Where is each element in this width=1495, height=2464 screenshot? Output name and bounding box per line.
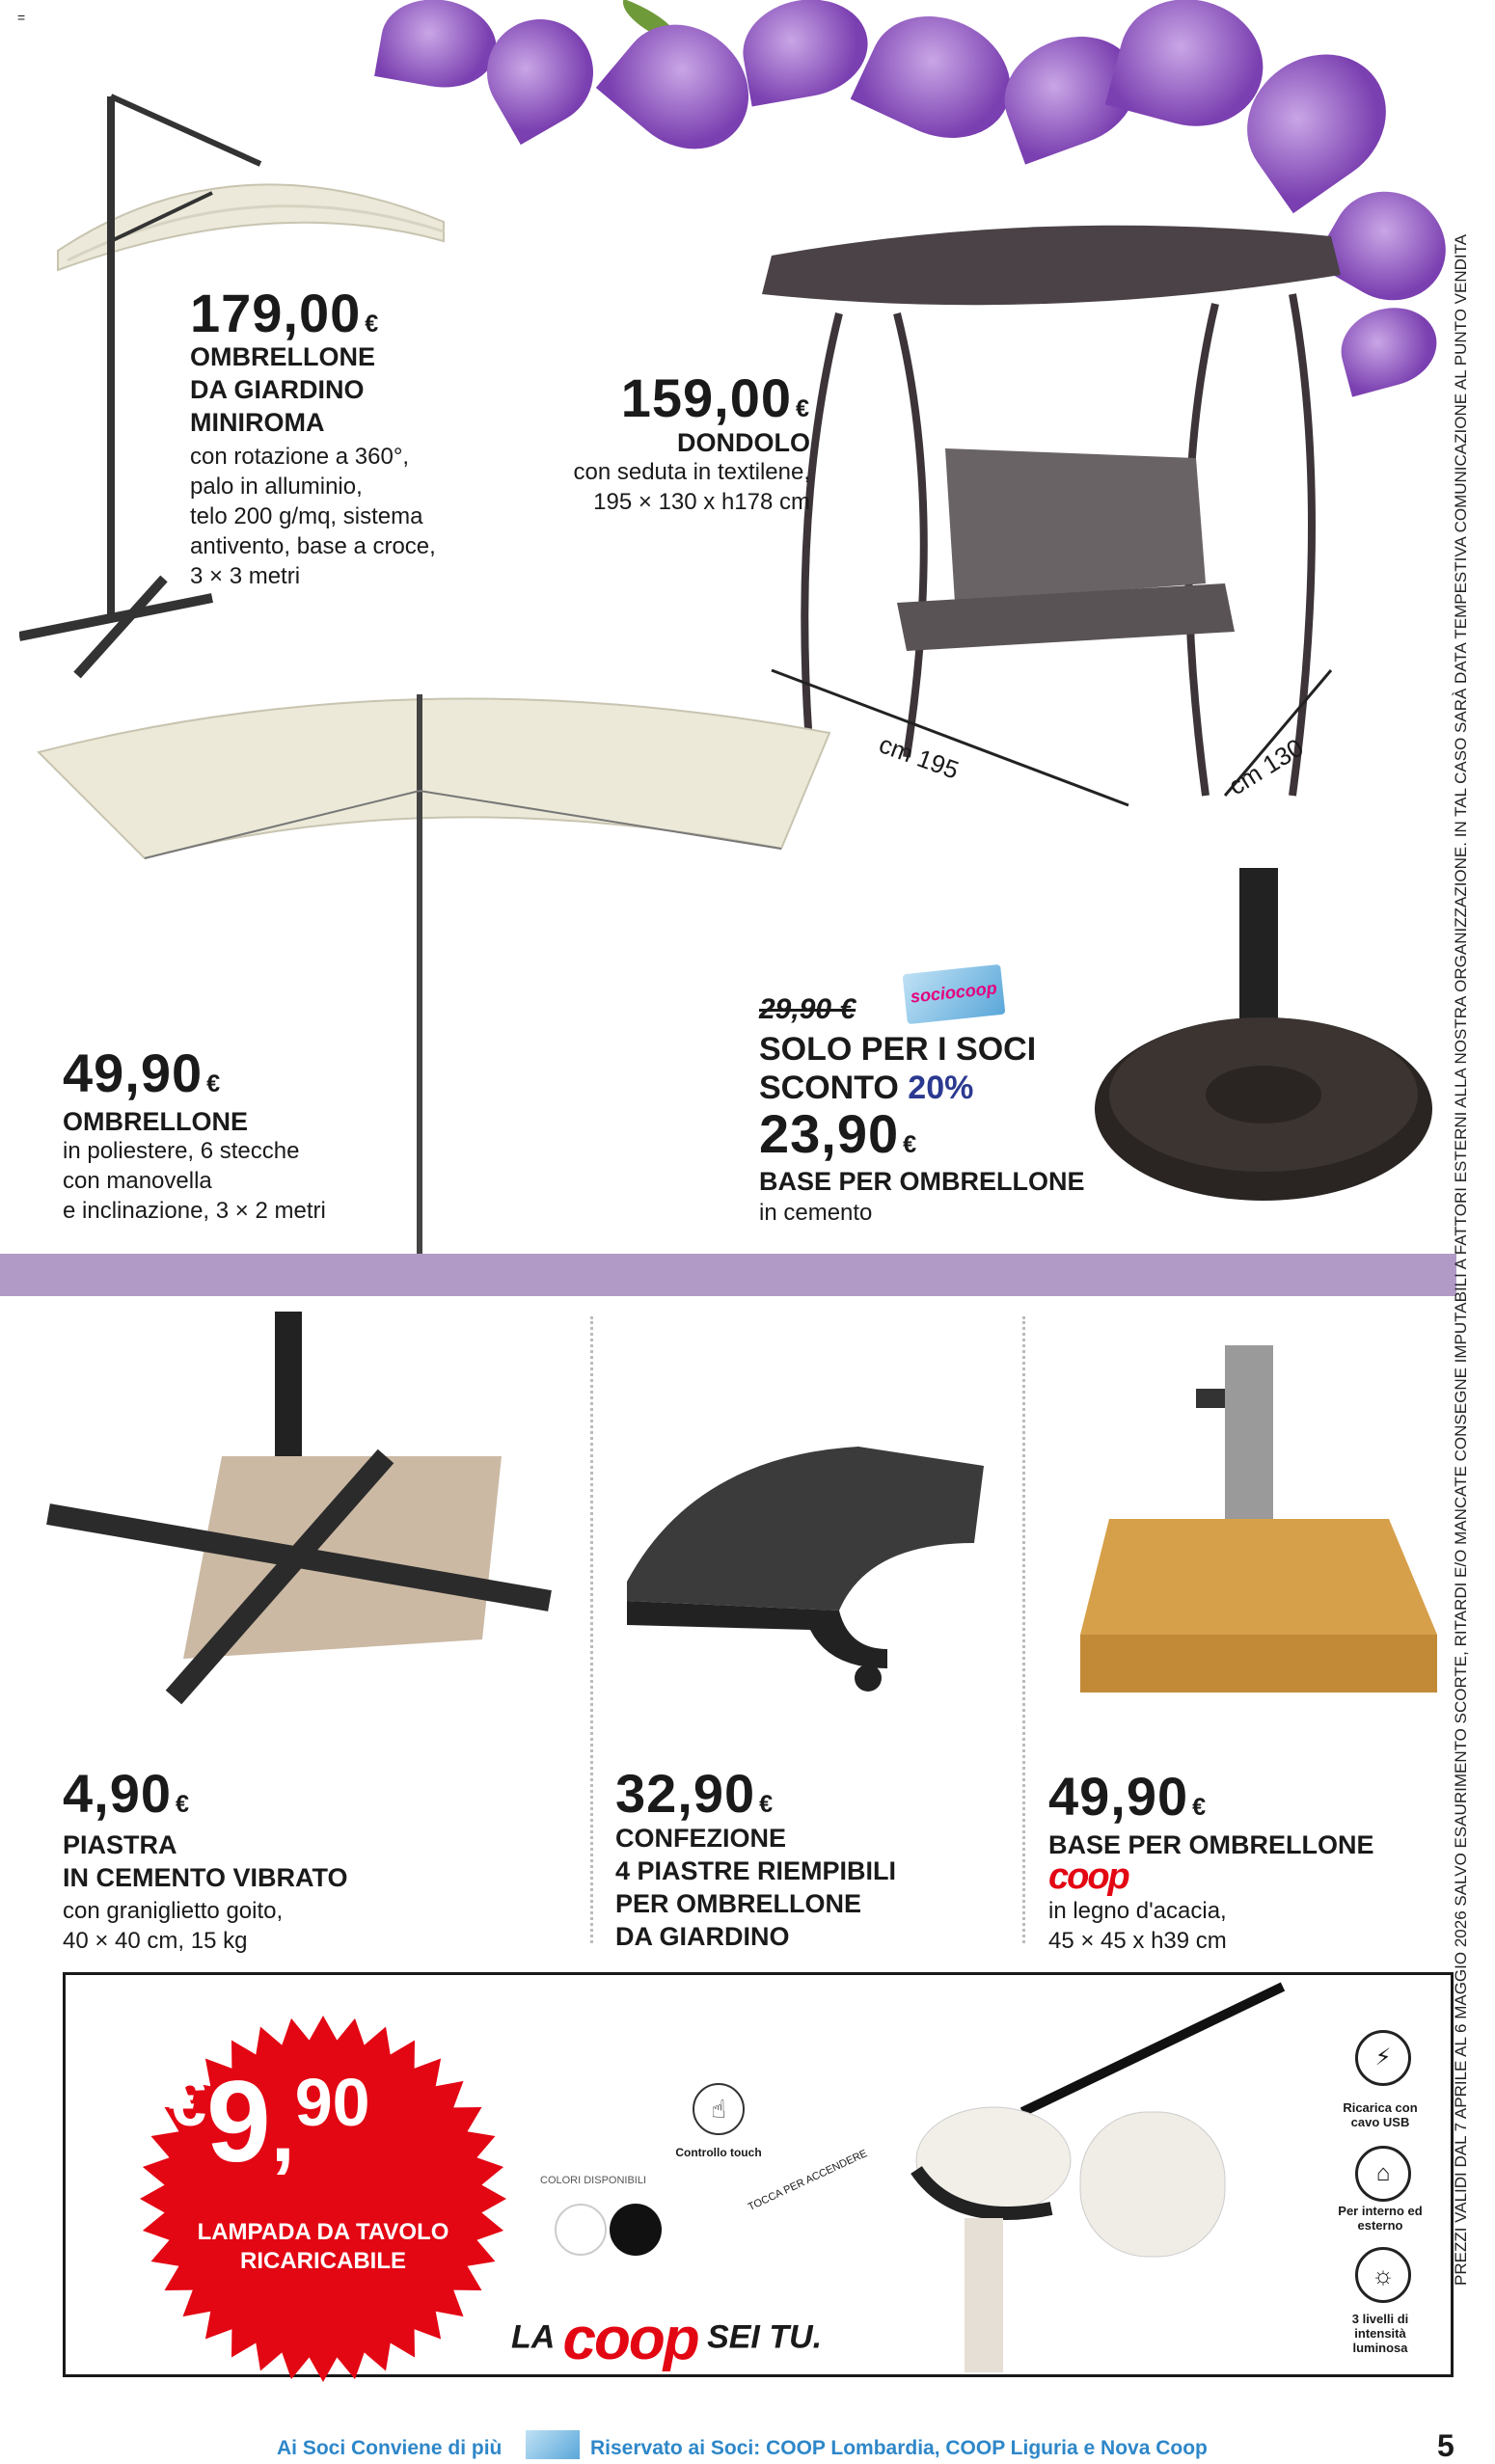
separator-2 (1022, 1316, 1025, 1943)
dimension-depth: cm 130 (1223, 732, 1309, 801)
feature-indoor-outdoor: Per interno ed esterno (1338, 2204, 1423, 2233)
footer-sociocoop-badge (526, 2430, 580, 2459)
lamp-price: €9,90 (169, 2057, 370, 2186)
desc-ombrellone: in poliestere, 6 stecche con manovella e inclinazione, 3 × 2 metri (63, 1138, 326, 1224)
color-white-swatch[interactable] (555, 2204, 607, 2256)
validity-note: PREZZI VALIDI DAL 7 APRILE AL 6 MAGGIO 2026 SALVO ESAURIMENTO SCORTE, RITARDI E/O MANCATE CONSEGNE IMPUTABILI A FATTORI ESTERNI ALLA NOSTRA ORGANIZZAZIONE. IN TAL CASO SARÀ DATA TEMPESTIVA COMUNICAZIONE AL PUNTO VENDITA (1452, 233, 1470, 2286)
indoor-outdoor-icon: ⌂ (1355, 2146, 1411, 2202)
touch-icon: ☝ (693, 2083, 745, 2135)
feature-brightness: 3 livelli di intensità luminosa (1351, 2312, 1409, 2355)
name-dondolo: DONDOLO (677, 428, 810, 457)
desc-base-acacia: in legno d'acacia, 45 × 45 x h39 cm (1048, 1898, 1227, 1954)
discount-percent: 20% (908, 1070, 974, 1106)
name-piastra: PIASTRA IN CEMENTO VIBRATO (63, 1830, 348, 1892)
cross-base-plate-image (39, 1312, 559, 1736)
price-dondolo: 159,00 € (620, 367, 810, 428)
old-price: 29,90 € (759, 993, 856, 1025)
desc-base-cemento: in cemento (759, 1200, 873, 1226)
usb-charge-icon: ⚡ (1355, 2030, 1411, 2086)
price-base-acacia: 49,90 € (1048, 1766, 1208, 1827)
price-piastra: 4,90 € (63, 1763, 191, 1824)
dimension-length: cm 195 (875, 729, 963, 785)
color-black-swatch[interactable] (610, 2204, 662, 2256)
fillable-plates-image (617, 1437, 1003, 1697)
name-base-cemento: BASE PER OMBRELLONE (759, 1167, 1085, 1196)
name-piastre: CONFEZIONE 4 PIASTRE RIEMPIBILI PER OMBRELLONE DA GIARDINO (615, 1824, 897, 1951)
feature-usb: Ricarica con cavo USB (1343, 2100, 1418, 2129)
touch-label: Controllo touch (675, 2146, 762, 2159)
price-ombrellone: 49,90 € (63, 1042, 222, 1103)
lamp-image (897, 1977, 1302, 2372)
name-ombrellone: OMBRELLONE (63, 1107, 248, 1136)
coop-brand-logo: coop (1048, 1856, 1128, 1897)
price-miniroma: 179,00 € (190, 283, 380, 343)
colors-label: COLORI DISPONIBILI (540, 2175, 647, 2186)
corner-mark: = (17, 10, 26, 25)
sociocoop-badge: sociocoop (903, 964, 1006, 1024)
swing-seat-image (752, 217, 1350, 834)
price-base-cemento: 23,90 € (759, 1103, 918, 1164)
page-number: 5 (1437, 2428, 1454, 2463)
brightness-icon: ☼ (1355, 2247, 1411, 2303)
separator-1 (590, 1316, 593, 1943)
desc-dondolo: con seduta in textilene, 195 × 130 x h178 cm (573, 459, 810, 515)
section-divider-band (0, 1254, 1456, 1296)
acacia-base-image (1071, 1345, 1456, 1702)
desc-piastra: con graniglietto goito, 40 × 40 cm, 15 kg (63, 1898, 284, 1954)
desc-miniroma: con rotazione a 360°, palo in alluminio, telo 200 g/mq, sistema antivento, base a croce, 3 × 3 metri (190, 444, 436, 589)
name-miniroma: OMBRELLONE DA GIARDINO MINIROMA (190, 342, 375, 437)
coop-slogan: LA coop SEI TU. (511, 2306, 823, 2372)
footer-left: Ai Soci Conviene di più (277, 2437, 503, 2459)
price-piastre: 32,90 € (615, 1763, 775, 1824)
promo-soci: SOLO PER I SOCI SCONTO 20% (759, 1031, 1037, 1106)
touch-hint: TOCCA PER ACCENDERE (746, 2148, 870, 2213)
lamp-name: LAMPADA DA TAVOLO RICARICABILE (197, 2219, 449, 2274)
name-base-acacia: BASE PER OMBRELLONE (1048, 1830, 1374, 1859)
cement-base-image (1095, 868, 1461, 1215)
footer-right: Riservato ai Soci: COOP Lombardia, COOP Liguria e Nova Coop (590, 2437, 1208, 2459)
slogan-coop-logo: coop (562, 2306, 698, 2372)
